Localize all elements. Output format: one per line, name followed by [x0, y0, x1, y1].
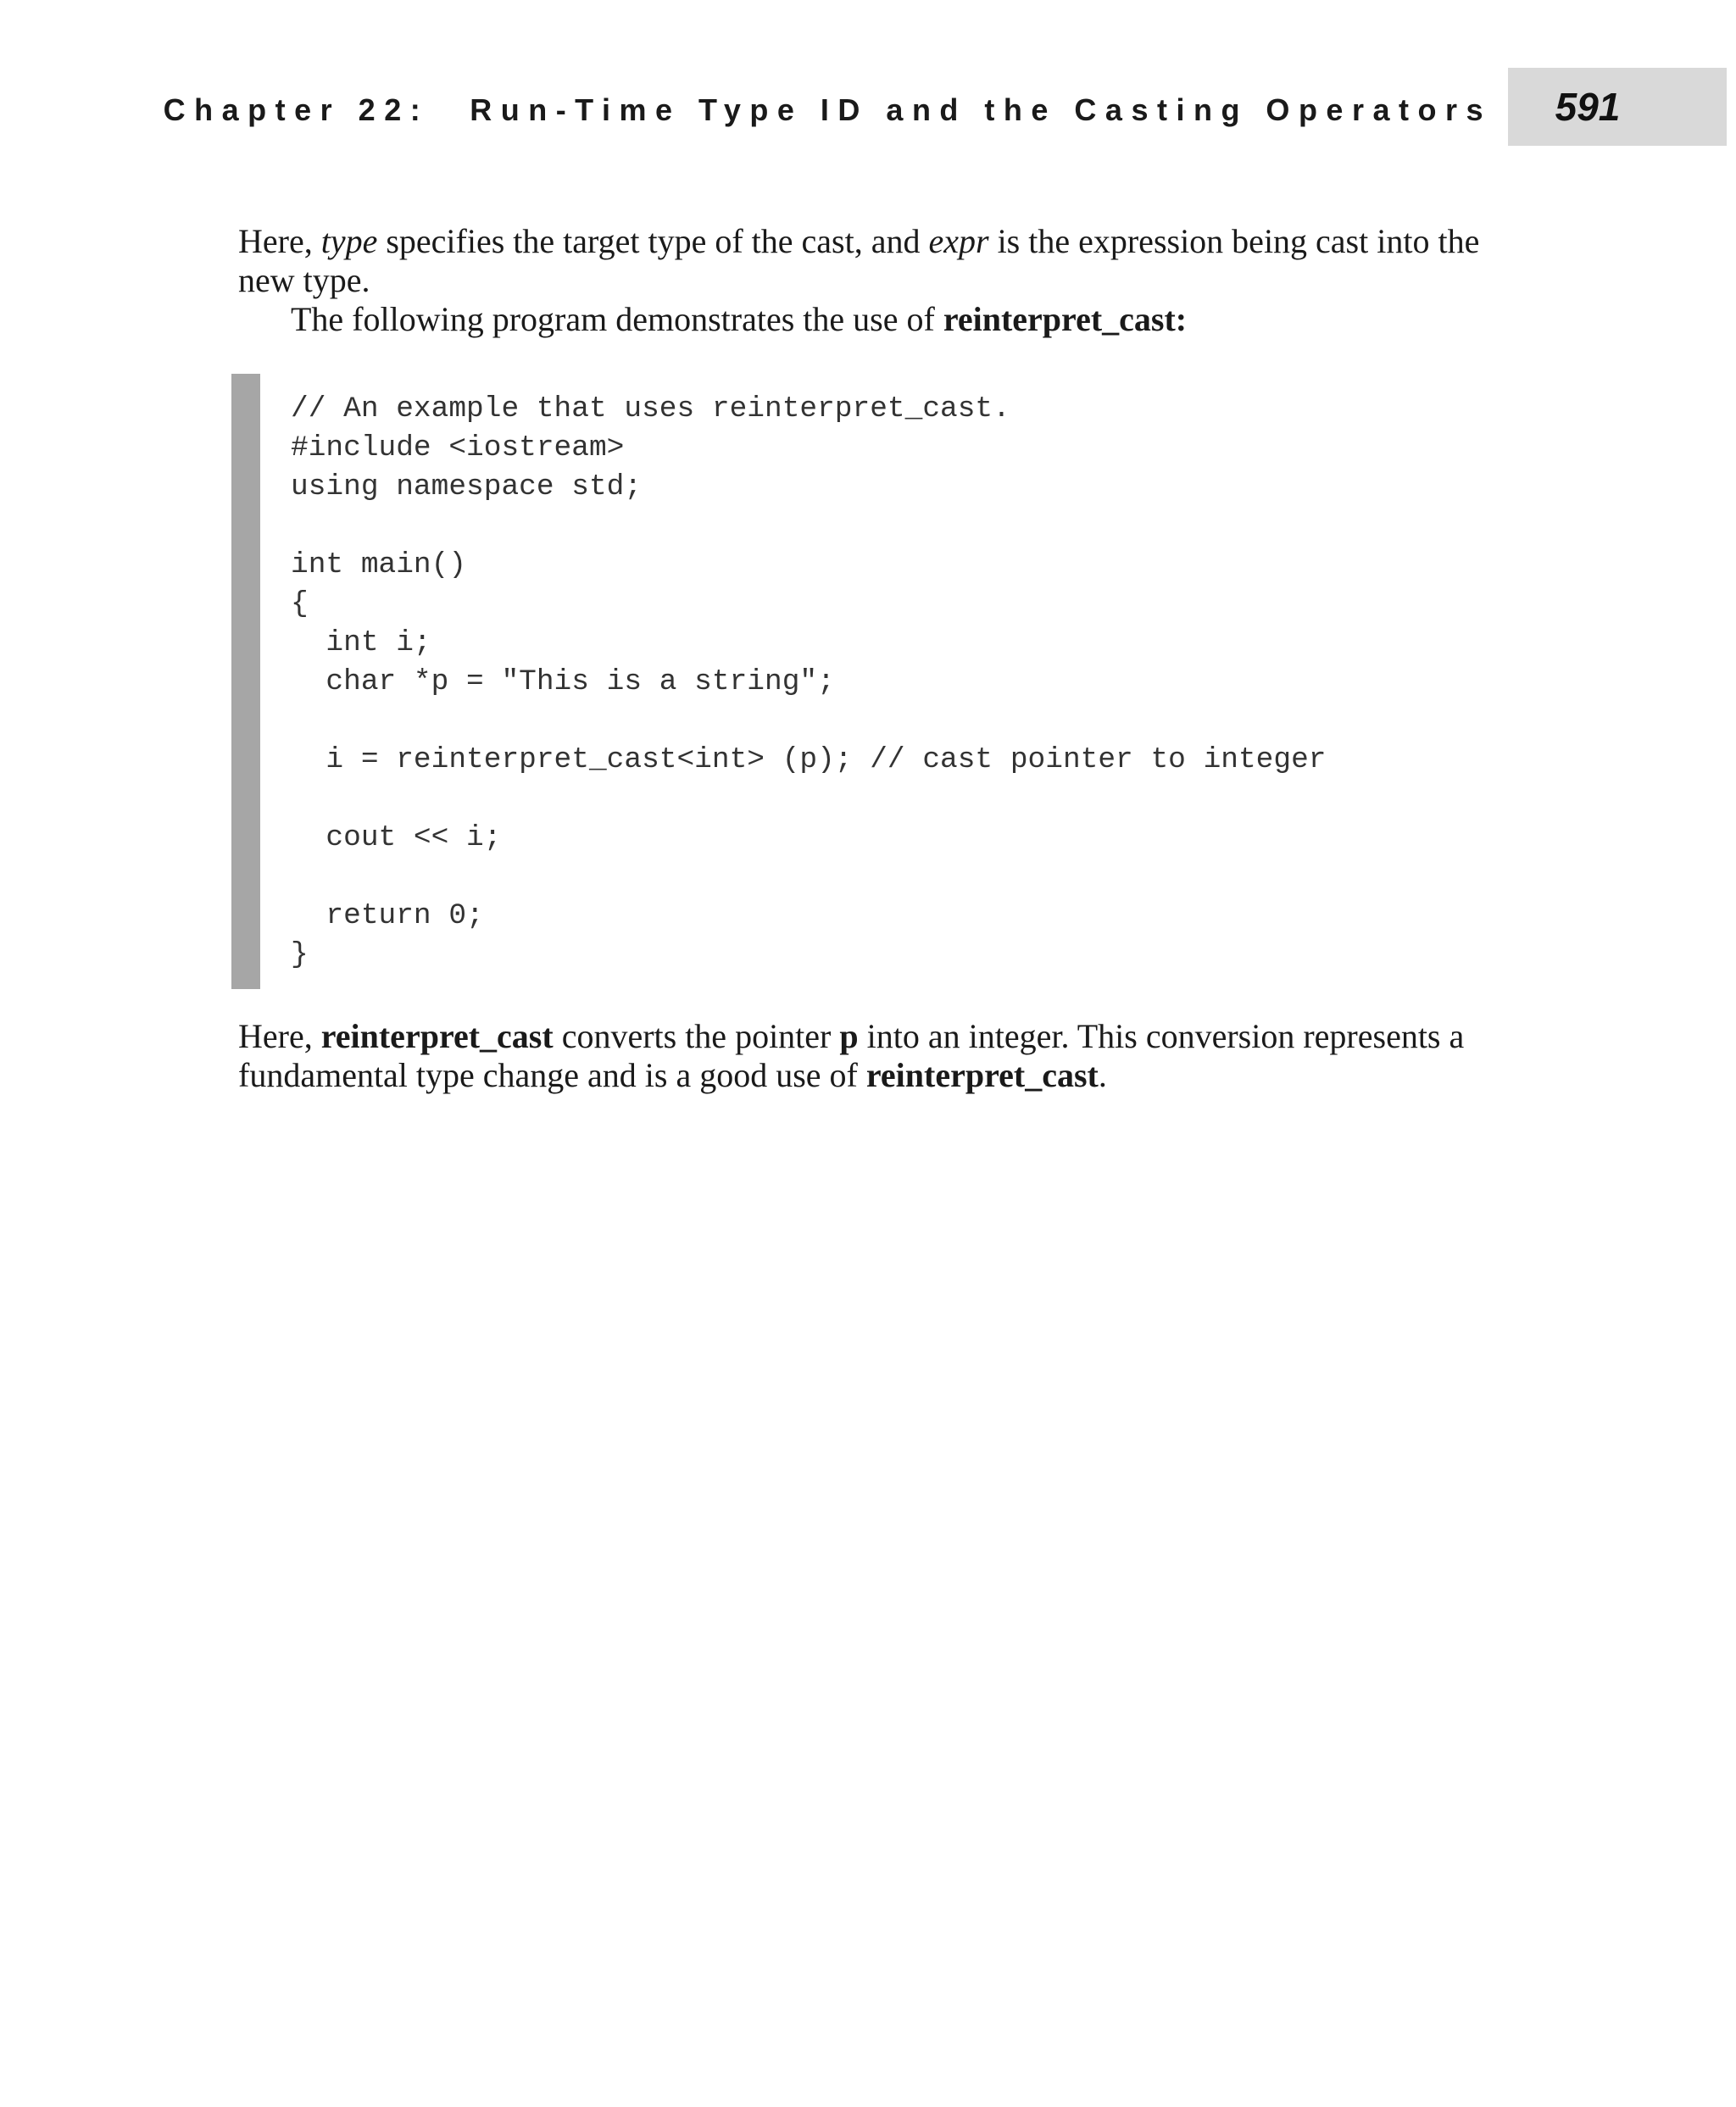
text-run: .	[1098, 1056, 1107, 1094]
text-run: The following program demonstrates the use of	[291, 300, 943, 338]
code-line: int i;	[291, 626, 431, 659]
text-run: Here,	[238, 222, 321, 260]
keyword-reinterpret-cast: reinterpret_cast	[865, 1056, 1099, 1094]
code-line: cout << i;	[291, 821, 502, 854]
code-line	[291, 507, 1327, 546]
code-listing-bar	[231, 374, 260, 989]
code-line: {	[291, 587, 309, 620]
text-run: Here,	[238, 1017, 321, 1055]
code-line: char *p = "This is a string";	[291, 665, 835, 698]
term-expr: expr	[928, 222, 989, 260]
code-line: using namespace std;	[291, 470, 643, 503]
text-run: specifies the target type of the cast, and	[377, 222, 929, 260]
page-number: 591	[1555, 85, 1621, 129]
code-line: #include <iostream>	[291, 431, 625, 464]
code-line	[291, 780, 1327, 819]
text-run: converts the pointer	[553, 1017, 840, 1055]
code-line: // An example that uses reinterpret_cast.	[291, 392, 1010, 425]
code-line: }	[291, 938, 309, 971]
code-line: return 0;	[291, 899, 484, 932]
code-line: int main()	[291, 548, 467, 581]
term-type: type	[320, 222, 378, 260]
keyword-reinterpret-cast: reinterpret_cast:	[943, 300, 1188, 338]
paragraph-program-intro	[238, 300, 1510, 339]
paragraph-explanation	[238, 1017, 1510, 1095]
page-number-tab	[1508, 68, 1727, 146]
text-run: into an integer. This conversion represents a fundamental type change and is a good use of	[238, 1017, 1465, 1094]
keyword-reinterpret-cast: reinterpret_cast	[320, 1017, 554, 1055]
text-run: is the expression being cast into the new type.	[238, 222, 1480, 299]
chapter-number: Chapter 22:	[163, 92, 430, 127]
keyword-p: p	[839, 1017, 859, 1055]
chapter-title: Run-Time Type ID and the Casting Operators	[470, 92, 1492, 127]
running-header	[0, 85, 1492, 136]
code-listing	[291, 390, 1327, 975]
paragraph-type-expr	[238, 222, 1510, 300]
code-line	[291, 858, 1327, 897]
code-line: i = reinterpret_cast<int> (p); // cast pointer to integer	[291, 743, 1327, 776]
code-line	[291, 702, 1327, 741]
